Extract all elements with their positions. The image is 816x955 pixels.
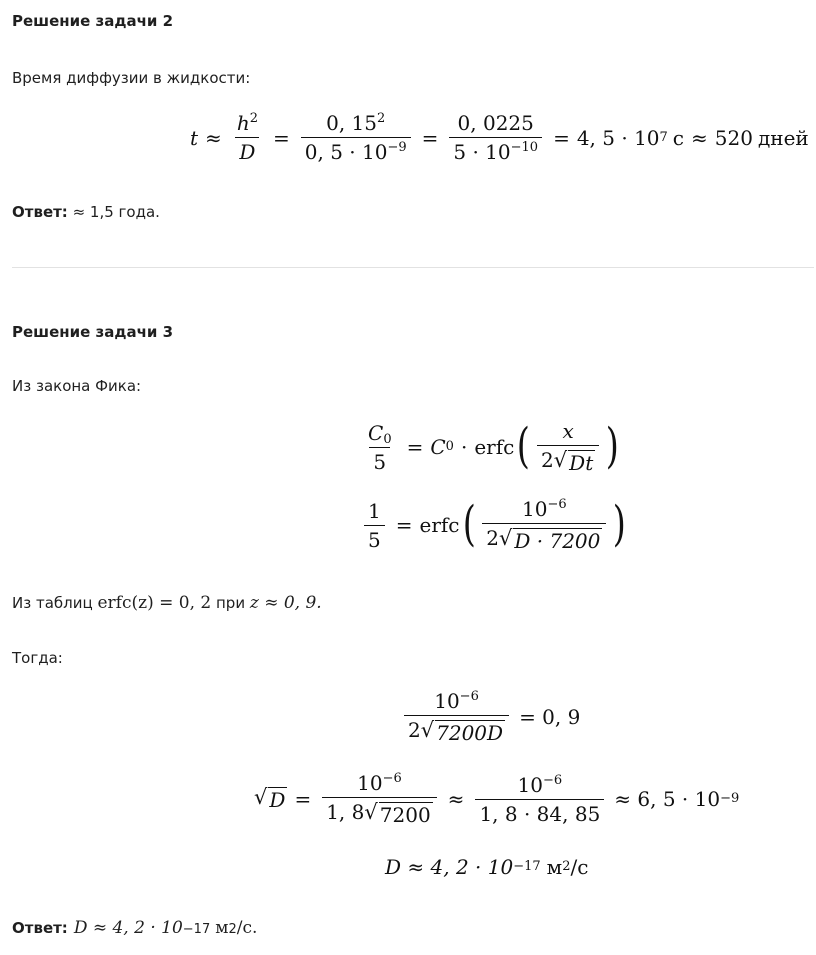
sqrt-sign: √ (498, 526, 513, 550)
coef: 1, 8 (326, 800, 365, 824)
op-eq: = (553, 125, 570, 150)
op-dot: · (460, 435, 468, 459)
task2-answer (12, 203, 160, 221)
text: при (215, 594, 246, 612)
radicand: 7200 (379, 803, 431, 827)
result-days: 520 (714, 125, 753, 150)
op-eq: = (395, 513, 413, 537)
radicand: Dt (569, 451, 594, 475)
answer-label: Ответ: (12, 203, 68, 221)
sqrt-sign: √ (420, 718, 435, 742)
task3-title: Решение задачи 3 (12, 323, 174, 341)
answer-tail: /с. (236, 918, 258, 938)
num: 1 (368, 498, 381, 523)
num: 10 (357, 771, 383, 795)
var-C: C (368, 420, 384, 445)
var-t: t (190, 125, 199, 150)
func-erfc: erfc (474, 435, 515, 459)
exp: −9 (387, 140, 407, 155)
exp: 2 (249, 111, 258, 126)
fraction-a (322, 772, 436, 826)
fraction-2 (449, 112, 542, 163)
paren-open: ( (517, 418, 531, 475)
answer-unit: м (215, 918, 229, 938)
fraction-h2-D (233, 112, 262, 163)
fraction-b (475, 774, 604, 825)
num: 0, 15 (326, 111, 377, 135)
fraction-C0-5 (364, 422, 396, 473)
unit-days: дней (757, 125, 809, 150)
sub: 0 (383, 431, 392, 447)
coef: 2 (486, 526, 499, 550)
task3-answer: Ответ: D ≈ 4, 2 · 10 −17 м 2 /с. (12, 918, 258, 938)
fraction-x-2sqrtDt (537, 420, 599, 474)
exp: −6 (543, 772, 563, 788)
task2-title: Решение задачи 2 (12, 12, 174, 30)
num: 10 (434, 689, 460, 713)
exp: −6 (459, 689, 479, 704)
inline-math: erfc(z) = 0, 2 (97, 593, 212, 613)
radicand: D (269, 788, 286, 812)
paren-open: ( (462, 496, 476, 553)
den: 1, 8 · 84, 85 (475, 799, 604, 825)
fraction-1-5 (364, 500, 385, 551)
task2-intro: Время диффузии в жидкости: (12, 69, 251, 87)
func-erfc: erfc (419, 513, 460, 537)
task3-tables-line (12, 593, 322, 613)
op-eq: = (272, 125, 290, 150)
exp: 2 (376, 111, 386, 126)
answer-text: ≈ 1,5 года. (72, 203, 160, 221)
num: 10 (521, 497, 548, 521)
task3-equation-1: $\frac{C_0}{5}$ = C 0 · erfc ( x 2 √ Dt ) (360, 420, 622, 474)
sqrt-sign: √ (254, 785, 268, 809)
var-h: h (236, 111, 250, 135)
coef: 2 (408, 718, 421, 742)
op-approx: ≈ (205, 125, 222, 150)
answer-math: D ≈ 4, 2 · 10 (73, 918, 183, 938)
var-D: D (239, 140, 256, 164)
paren-close: ) (613, 496, 627, 553)
result-value: 4, 5 · 10 (576, 125, 660, 150)
task2-equation: t ≈ $\frac{h^2}{D}$ = $\frac{0, 15^2}{0, 5 \cdot 10^{-9}}$ = $\frac{0, 0225}{5 \cdot 10^{-10}}$ = 4, 5 · 10 7 с ≈ 520 дней (190, 111, 809, 164)
exp: −6 (547, 497, 567, 512)
paren-close: ) (606, 418, 620, 475)
op-approx: ≈ (691, 125, 708, 150)
fraction-1 (301, 112, 411, 163)
op-eq: = (406, 435, 424, 459)
op-approx: ≈ (447, 787, 465, 811)
fraction-1e-6 (404, 690, 509, 744)
radicand: 7200D (436, 721, 504, 745)
answer-label: Ответ: (12, 919, 68, 937)
text: Из таблиц (12, 594, 93, 612)
den: 5 (364, 525, 385, 551)
den: 0, 5 · 10 (304, 140, 388, 164)
sqrt-sign: √ (553, 448, 568, 472)
task3-equation-3 (400, 690, 580, 744)
sqrt-sign: √ (364, 800, 378, 824)
inline-math: z ≈ 0, 9. (249, 593, 322, 613)
radicand: D · 7200 (514, 529, 601, 553)
task3-intro: Из закона Фика: (12, 377, 142, 395)
num: 10 (517, 772, 543, 797)
task3-equation-2 (360, 498, 629, 552)
unit-s: с (672, 125, 684, 150)
task3-equation-5: D ≈ 4, 2 · 10 −17 м 2 /с (385, 855, 589, 879)
num: 0, 0225 (457, 111, 534, 135)
result: D ≈ 4, 2 · 10 (385, 855, 514, 879)
unit-tail: /с (570, 855, 589, 879)
den: 5 · 10 (453, 140, 511, 164)
result: ≈ 6, 5 · 10 (614, 787, 721, 811)
result: = 0, 9 (519, 705, 581, 729)
var-x: x (562, 419, 574, 443)
den: 5 (369, 447, 390, 473)
exp: −10 (510, 140, 539, 155)
var-C: C (430, 435, 446, 459)
exp: −6 (382, 771, 402, 786)
coef: 2 (541, 448, 554, 472)
op-eq: = (294, 787, 312, 811)
op-eq: = (421, 125, 439, 150)
unit: м (546, 855, 563, 879)
fraction-arg (482, 498, 606, 552)
task3-equation-4: √ D = $10^{-6}$ 1, 8 √ 7200 ≈ $\frac{10^{-6}}{1, 8 \cdot 84, 85}$ ≈ 6, 5 · 10 −9 (254, 771, 740, 827)
divider (12, 267, 814, 268)
task3-then: Тогда: (12, 649, 63, 667)
